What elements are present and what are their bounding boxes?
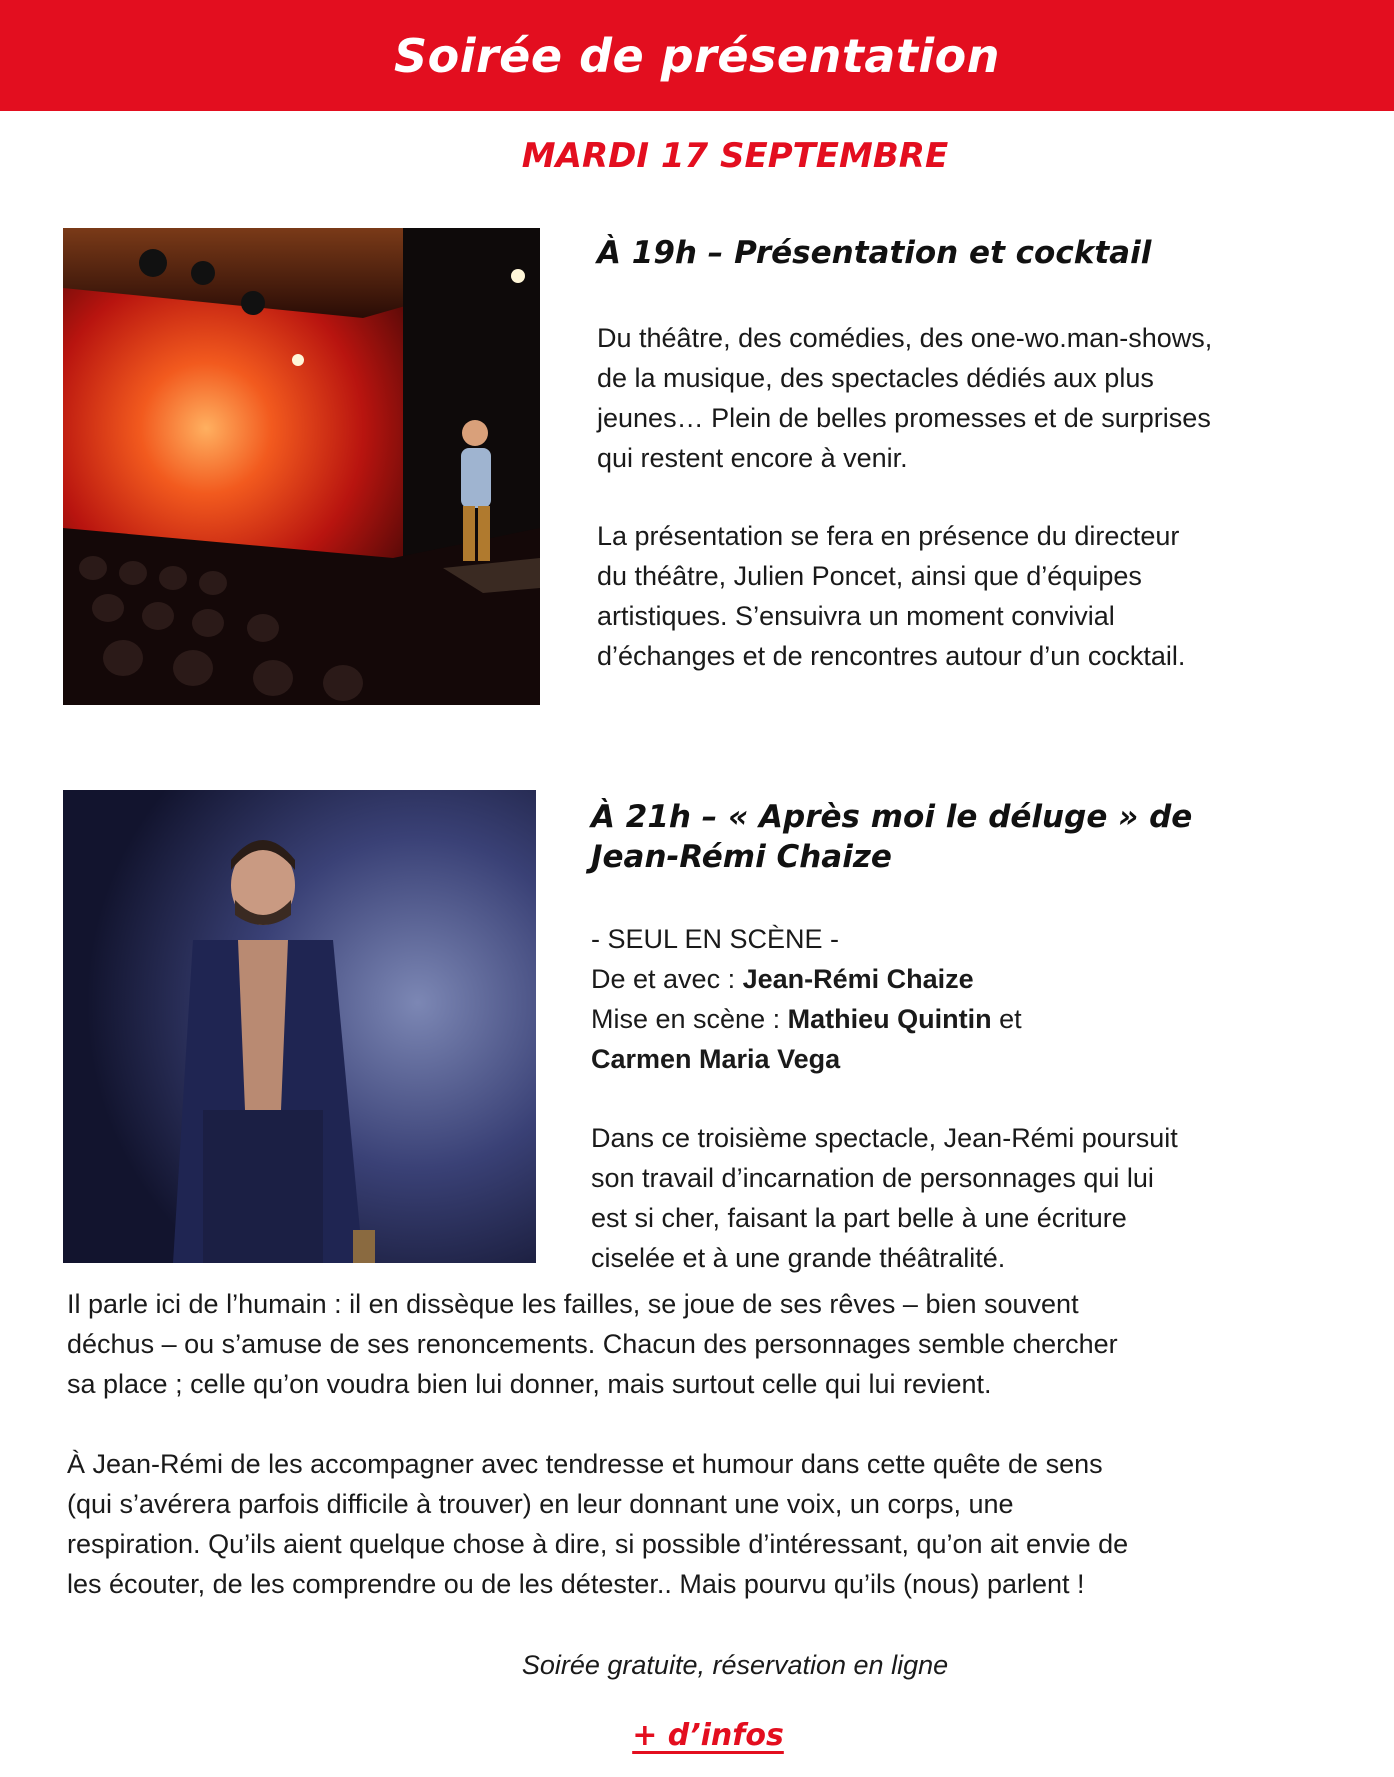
direction-and: et: [991, 1004, 1022, 1034]
direction-line-2: [591, 1039, 1351, 1079]
event2-paragraph-3: À Jean-Rémi de les accompagner avec tendresse et humour dans cette quête de sens (qui s’avérera parfois difficile à trouver) en leur donnant une voix, un corps, une respiration. Qu’ils aient quelque chose à dire, si possible d’intéressant, qu’on ait envie de les écouter, de les comprendre ou de les détester.. Mais pourvu qu’ils (nous) parlent !: [67, 1449, 1129, 1599]
event2-paragraph-2: Il parle ici de l’humain : il en dissèque les failles, se joue de ses rêves – bien souvent déchus – ou s’amuse de ses renoncements. Chacun des personnages semble chercher sa place ; celle qu’on voudra bien lui donner, mais surtout celle qui lui revient.: [67, 1289, 1118, 1399]
free-entry-note: Soirée gratuite, réservation en ligne: [521, 1650, 949, 1680]
page-title: Soirée de présentation: [393, 28, 1000, 83]
genre-label: - SEUL EN SCÈNE -: [591, 924, 840, 954]
event2-credits: [591, 919, 1351, 1079]
author-name: Jean-Rémi Chaize: [742, 964, 974, 994]
more-info-link[interactable]: [0, 1718, 1394, 1753]
stage-photo: [63, 228, 540, 705]
director-name-2: Carmen Maria Vega: [591, 1044, 841, 1074]
event2-paragraph-1: Dans ce troisième spectacle, Jean-Rémi poursuit son travail d’incarnation de personnages qui lui est si cher, faisant la part belle à une écriture ciselée et à une grande théâtralité.: [591, 1123, 1178, 1273]
event1-paragraph-1: Du théâtre, des comédies, des one-wo.man-shows, de la musique, des spectacles dédiés aux plus jeunes… Plein de belles promesses et de surprises qui restent encore à venir.: [597, 323, 1213, 473]
more-info-label[interactable]: + d’infos: [632, 1718, 784, 1753]
event1-heading: À 19h – Présentation et cocktail: [597, 235, 1152, 271]
event-date: MARDI 17 SEPTEMBRE: [521, 136, 949, 176]
header-banner: [0, 0, 1394, 111]
author-label: De et avec :: [591, 964, 743, 994]
event2-heading: À 21h – « Après moi le déluge » de Jean-Rémi Chaize: [591, 799, 1193, 875]
author-line: [591, 959, 1351, 999]
event1-paragraph-2: La présentation se fera en présence du directeur du théâtre, Julien Poncet, ainsi que d’équipes artistiques. S’ensuivra un moment convivial d’échanges et de rencontres autour d’un cocktail.: [597, 521, 1186, 671]
direction-label: Mise en scène :: [591, 1004, 788, 1034]
director-name-1: Mathieu Quintin: [787, 1004, 992, 1034]
performer-portrait: [63, 790, 536, 1263]
direction-line: [591, 999, 1351, 1039]
